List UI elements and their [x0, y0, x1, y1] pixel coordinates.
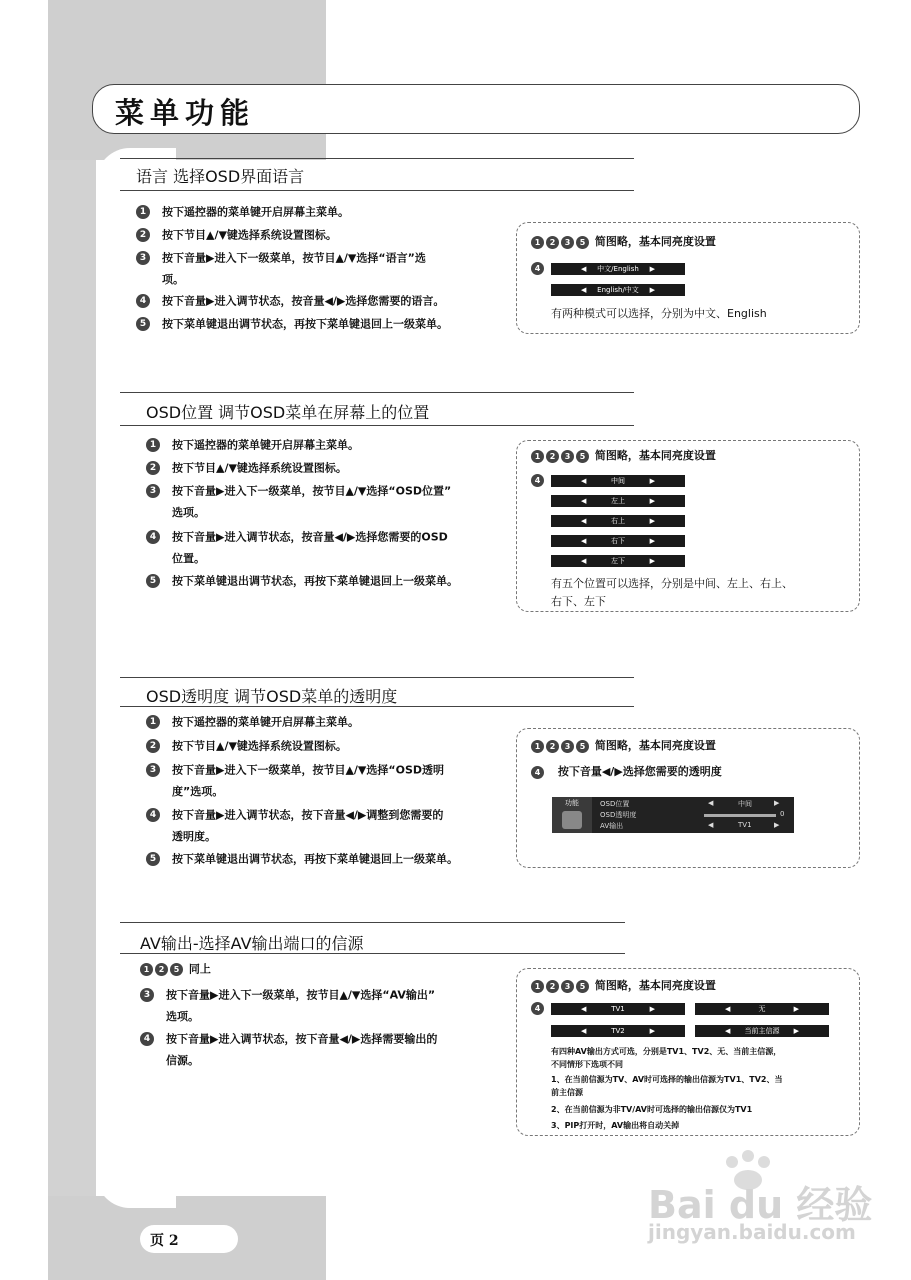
option-bar: ◀ 左下 ▶	[551, 555, 685, 567]
option-bar: ◀ TV2 ▶	[551, 1025, 685, 1037]
divider	[120, 706, 634, 707]
panel-note: 3、PIP打开时，AV输出将自动关掉	[551, 1121, 680, 1130]
divider	[120, 392, 634, 393]
panel-head: 1 2 3 5 简图略，基本同亮度设置	[531, 737, 716, 753]
option-bar: ◀ 中文/English ▶	[551, 263, 685, 275]
divider	[120, 425, 634, 426]
top-grey-band	[48, 0, 326, 160]
step-item: 1 按下遥控器的菜单键开启屏幕主菜单。	[146, 434, 516, 456]
info-panel	[516, 968, 860, 1136]
option-bar: ◀ 当前主信源 ▶	[695, 1025, 829, 1037]
menu-row: OSD位置	[600, 800, 630, 808]
transparency-slider	[704, 814, 776, 817]
option-bar: ◀ 右下 ▶	[551, 535, 685, 547]
menu-row-value: 0	[780, 810, 785, 818]
menu-row-value: ▶	[774, 799, 780, 807]
panel-sub-num: 4	[531, 1001, 546, 1015]
option-bar: ◀ 右上 ▶	[551, 515, 685, 527]
page-title: 菜单功能	[115, 96, 256, 130]
section-title-av-output: AV输出-选择AV输出端口的信源	[140, 934, 364, 953]
panel-head: 1 2 3 5 简图略，基本同亮度设置	[531, 233, 716, 249]
panel-sub-num: 4	[531, 261, 546, 275]
panel-note: 有两种模式可以选择，分别为中文、English	[551, 307, 767, 320]
menu-row: AV输出	[600, 822, 624, 830]
panel-sub-num: 4	[531, 473, 546, 487]
option-bar: ◀ TV1 ▶	[551, 1003, 685, 1015]
step-item: 5 按下菜单键退出调节状态，再按下菜单键退回上一级菜单。	[136, 313, 506, 335]
page-title-bar	[92, 84, 860, 134]
section-title-osd-position: OSD位置 调节OSD菜单在屏幕上的位置	[146, 403, 430, 422]
step-item: 4 按下音量▶进入调节状态，按音量◀/▶选择您需要的语言。	[136, 290, 506, 312]
divider	[120, 953, 625, 954]
option-bar: ◀ 左上 ▶	[551, 495, 685, 507]
step-item: 4 按下音量▶进入调节状态，按下音量◀/▶调整到您需要的 透明度。	[146, 804, 516, 847]
step-item: 4 按下音量▶进入调节状态，按下音量◀/▶选择需要输出的 信源。	[140, 1028, 510, 1071]
step-item: 4 按下音量▶进入调节状态，按音量◀/▶选择您需要的OSD 位置。	[146, 526, 516, 569]
menu-row-value: TV1	[738, 821, 752, 829]
divider	[120, 922, 625, 923]
panel-note: 1、在当前信源为TV、AV时可选择的输出信源为TV1、TV2、当	[551, 1075, 783, 1084]
step-item: 3 按下音量▶进入下一级菜单，按节目▲/▼选择“AV输出” 选项。	[140, 984, 510, 1027]
step-item: 1 按下遥控器的菜单键开启屏幕主菜单。	[146, 711, 516, 733]
step-item: 2 按下节目▲/▼键选择系统设置图标。	[136, 224, 506, 246]
divider	[120, 190, 634, 191]
section-title-osd-transparency: OSD透明度 调节OSD菜单的透明度	[146, 687, 398, 706]
menu-row-value: ◀	[708, 821, 714, 829]
step-item: 3 按下音量▶进入下一级菜单，按节目▲/▼选择“语言”选 项。	[136, 247, 506, 290]
watermark-brand: Bai du 经验	[648, 1183, 873, 1227]
panel-head: 1 2 3 5 简图略，基本同亮度设置	[531, 977, 716, 993]
option-bar: ◀ English/中文 ▶	[551, 284, 685, 296]
page-number: 页 2	[150, 1233, 179, 1249]
divider	[120, 677, 634, 678]
left-grey-band	[48, 160, 96, 1200]
option-bar: ◀ 中间 ▶	[551, 475, 685, 487]
function-icon	[562, 811, 582, 829]
osd-menu-preview	[552, 797, 794, 833]
info-panel	[516, 440, 860, 612]
panel-sub: 4 按下音量◀/▶选择您需要的透明度	[531, 763, 722, 779]
step-item: 3 按下音量▶进入下一级菜单，按节目▲/▼选择“OSD位置” 选项。	[146, 480, 516, 523]
menu-row-value: ◀	[708, 799, 714, 807]
panel-note: 右下、左下	[551, 595, 606, 608]
panel-note: 有五个位置可以选择，分别是中间、左上、右上、	[551, 577, 793, 590]
menu-row: OSD透明度	[600, 811, 637, 819]
section-title-language: 语言 选择OSD界面语言	[136, 167, 305, 186]
menu-row-value: 中间	[738, 800, 752, 808]
panel-note: 不同情形下选项不同	[551, 1060, 623, 1069]
menu-row-value: ▶	[774, 821, 780, 829]
panel-note: 有四种AV输出方式可选，分别是TV1、TV2、无、当前主信源，	[551, 1047, 782, 1056]
step-item: 2 按下节目▲/▼键选择系统设置图标。	[146, 735, 516, 757]
panel-note: 前主信源	[551, 1088, 583, 1097]
step-item: 5 按下菜单键退出调节状态，再按下菜单键退回上一级菜单。	[146, 570, 516, 592]
menu-tab: 功能	[552, 797, 592, 833]
divider	[120, 158, 634, 159]
panel-note: 2、在当前信源为非TV/AV时可选择的输出信源仅为TV1	[551, 1105, 753, 1114]
step-item: 3 按下音量▶进入下一级菜单，按节目▲/▼选择“OSD透明 度”选项。	[146, 759, 516, 802]
panel-head: 1 2 3 5 简图略，基本同亮度设置	[531, 447, 716, 463]
step-item: 2 按下节目▲/▼键选择系统设置图标。	[146, 457, 516, 479]
option-bar: ◀ 无 ▶	[695, 1003, 829, 1015]
step-same: 1 2 5 同上	[140, 958, 510, 980]
step-item: 5 按下菜单键退出调节状态，再按下菜单键退回上一级菜单。	[146, 848, 516, 870]
info-panel	[516, 222, 860, 334]
step-item: 1 按下遥控器的菜单键开启屏幕主菜单。	[136, 201, 506, 223]
watermark-url: jingyan.baidu.com	[648, 1220, 856, 1244]
